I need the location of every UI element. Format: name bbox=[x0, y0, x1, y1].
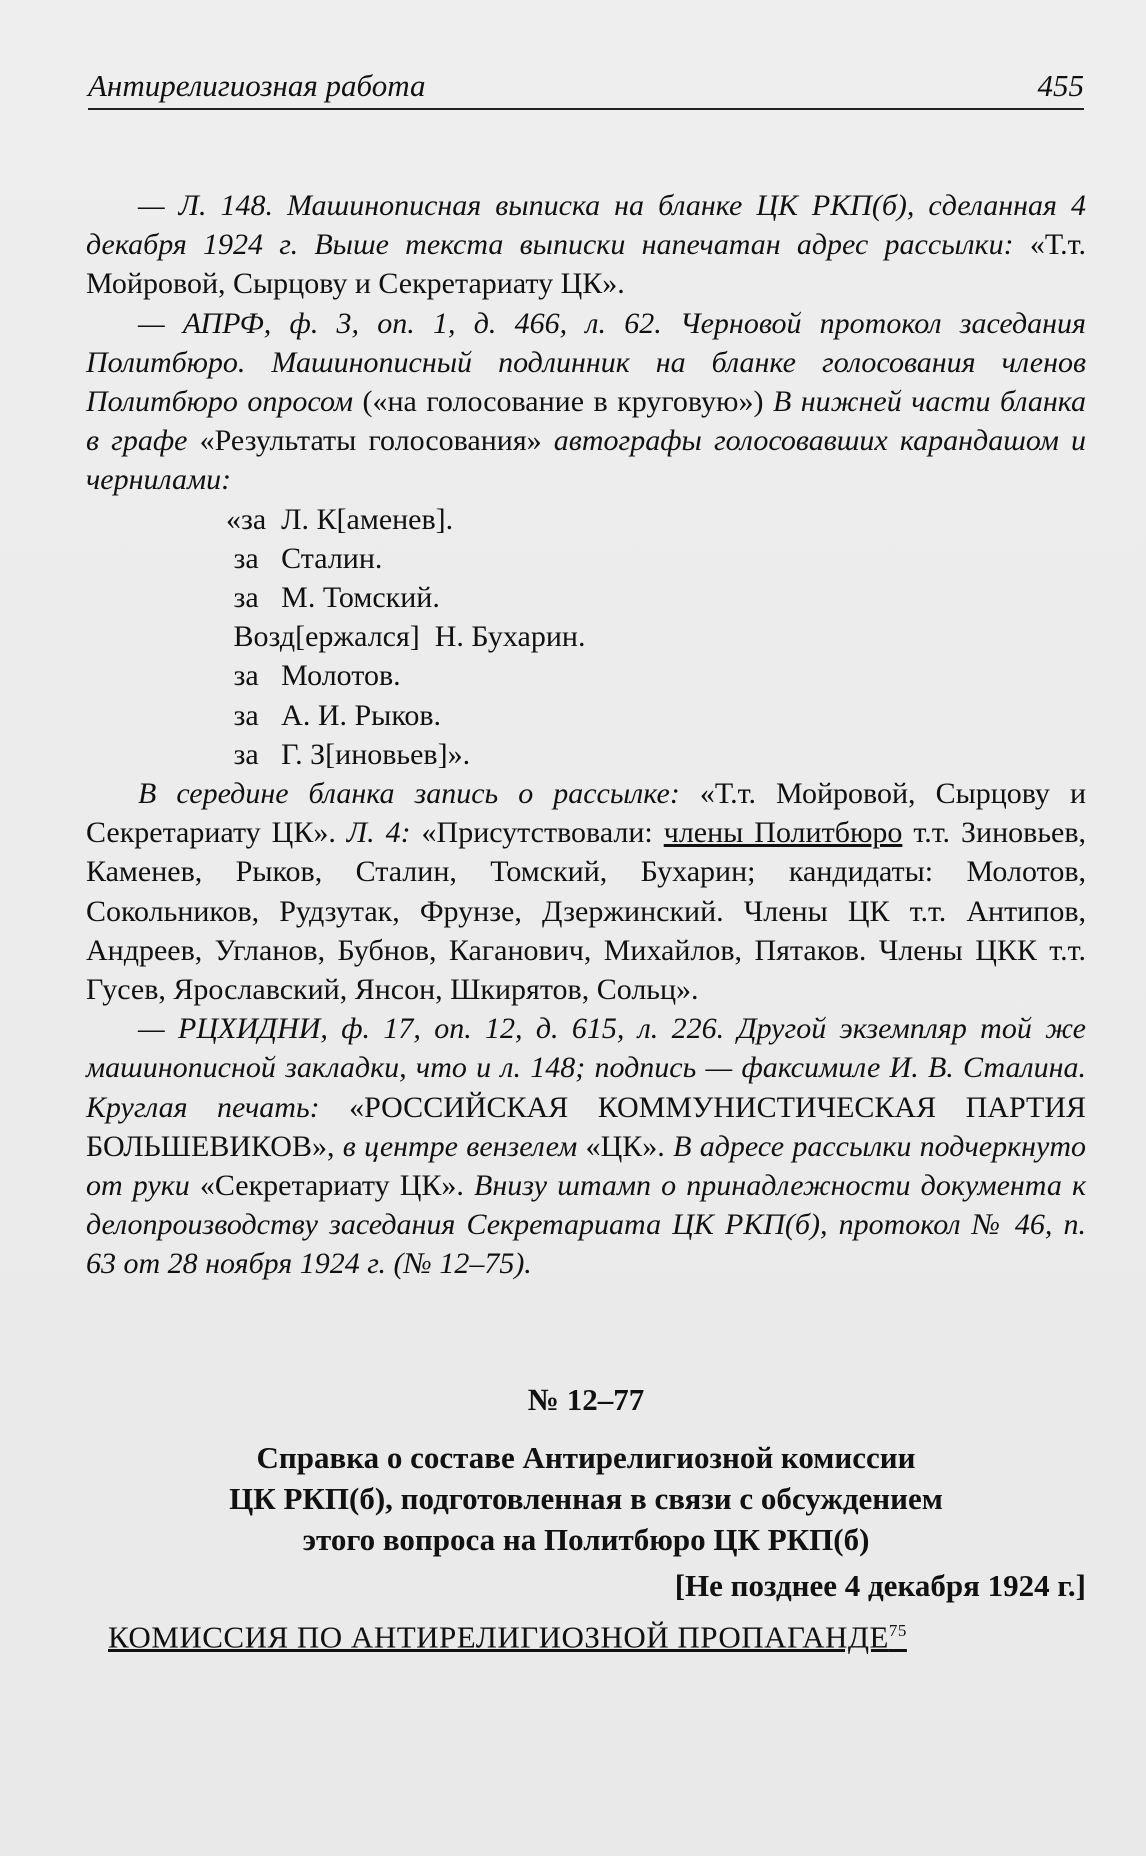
note-3-quote-2a: «Присутствовали: bbox=[410, 816, 664, 850]
commission-heading bbox=[108, 1611, 1086, 1657]
vote-list bbox=[86, 500, 1086, 774]
note-2-quote: «Результаты голосования» bbox=[187, 424, 542, 458]
archival-note-3 bbox=[86, 774, 1086, 1009]
archival-note-1 bbox=[86, 186, 1086, 304]
note-4-mid: в центре вензелем bbox=[334, 1129, 578, 1163]
note-4-quote-2: «ЦК». bbox=[577, 1129, 665, 1163]
note-4-tail: Внизу штамп о принадлежности документа к делопроизводству заседания Секретариата ЦК РКП(б), протокол № 46, п. 63 от 28 ноября 1924 г. (№ 12–75). bbox=[86, 1169, 1086, 1281]
note-2-lead: — АПРФ, ф. 3, оп. 1, д. 466, л. 62. Черновой протокол заседания Политбюро. Машинописный подлинник на бланке голосования членов Политбюро опросом bbox=[86, 306, 1086, 419]
note-3-quote-2b: т.т. Зиновьев, Каменев, Рыков, Сталин, Томский, Бухарин; кандидаты: Молотов, Сокольников, Рудзутак, Фрунзе, Дзержинский. Члены ЦК т.т. Антипов, Андреев, Угланов, Бубнов, Каганович, Михайлов, Пятаков. Члены ЦКК т.т. Гусев, Ярославский, Янсон, Шкирятов, Сольц». bbox=[86, 816, 1086, 1007]
page-number: 455 bbox=[1037, 68, 1084, 103]
note-2-tail: автографы голосовавших карандашом и чернилами: bbox=[86, 424, 1087, 497]
vote-line: за Сталин. bbox=[226, 541, 383, 575]
archival-note-4 bbox=[86, 1009, 1086, 1283]
note-1-lead: — Л. 148. Машинописная выписка на бланке ЦК РКП(б), сделанная 4 декабря 1924 г. Выше текста выписки напечатан адрес рассылки: bbox=[86, 189, 1086, 262]
archival-note-2 bbox=[86, 304, 1086, 500]
note-2-paren: («на голосование в круговую») bbox=[352, 385, 764, 419]
note-2-mid: В нижней части бланка в графе bbox=[86, 385, 1086, 458]
vote-line: за Г. З[иновьев]». bbox=[226, 737, 471, 771]
vote-line: за М. Томский. bbox=[226, 581, 440, 615]
vote-line: за А. И. Рыков. bbox=[226, 698, 442, 732]
vote-line: Возд[ержался] Н. Бухарин. bbox=[226, 620, 586, 654]
page-body bbox=[86, 186, 1086, 1657]
note-4-mid-2: В адресе рассылки подчеркнуто от руки bbox=[86, 1129, 1086, 1203]
vote-line: «за Л. К[аменев]. bbox=[226, 502, 454, 536]
note-3-underlined: члены Политбюро bbox=[663, 816, 903, 850]
note-3-ref: Л. 4: bbox=[335, 816, 411, 850]
note-4-lead: — РЦХИДНИ, ф. 17, оп. 12, д. 615, л. 226. Другой экземпляр той же машинописной закладки, что и л. 148; подпись — факсимиле И. В. Сталина. Круглая печать: bbox=[86, 1012, 1086, 1124]
header-rule bbox=[88, 108, 1084, 110]
section-title: Антирелигиозная работа bbox=[88, 68, 426, 103]
note-1-quote: «Т.т. Мойровой, Сырцову и Секретариату ЦК». bbox=[86, 228, 1087, 301]
commission-heading-text: КОМИССИЯ ПО АНТИРЕЛИГИОЗНОЙ ПРОПАГАНДЕ bbox=[108, 1619, 889, 1655]
document-date: [Не позднее 4 декабря 1924 г.] bbox=[674, 1567, 1086, 1603]
footnote-ref: 75 bbox=[888, 1621, 907, 1641]
note-3-lead: В середине бланка запись о рассылке: bbox=[138, 777, 680, 811]
title-line: ЦК РКП(б), подготовленная в связи с обсуждением bbox=[229, 1480, 943, 1516]
document-title bbox=[86, 1437, 1086, 1560]
running-header bbox=[88, 68, 1084, 104]
note-4-quote: «РОССИЙСКАЯ КОММУНИСТИЧЕСКАЯ ПАРТИЯ БОЛЬШЕВИКОВ», bbox=[86, 1090, 1086, 1163]
note-4-quote-3: «Секретариату ЦК». bbox=[189, 1169, 464, 1203]
document-number: № 12–77 bbox=[527, 1381, 645, 1417]
note-3-quote-1: «Т.т. Мойровой, Сырцову и Секретариату ЦК». bbox=[86, 777, 1086, 850]
title-line: этого вопроса на Политбюро ЦК РКП(б) bbox=[302, 1521, 870, 1557]
title-line: Справка о составе Антирелигиозной комиссии bbox=[256, 1439, 916, 1475]
section-gap bbox=[86, 1284, 1086, 1380]
vote-line: за Молотов. bbox=[226, 659, 401, 693]
